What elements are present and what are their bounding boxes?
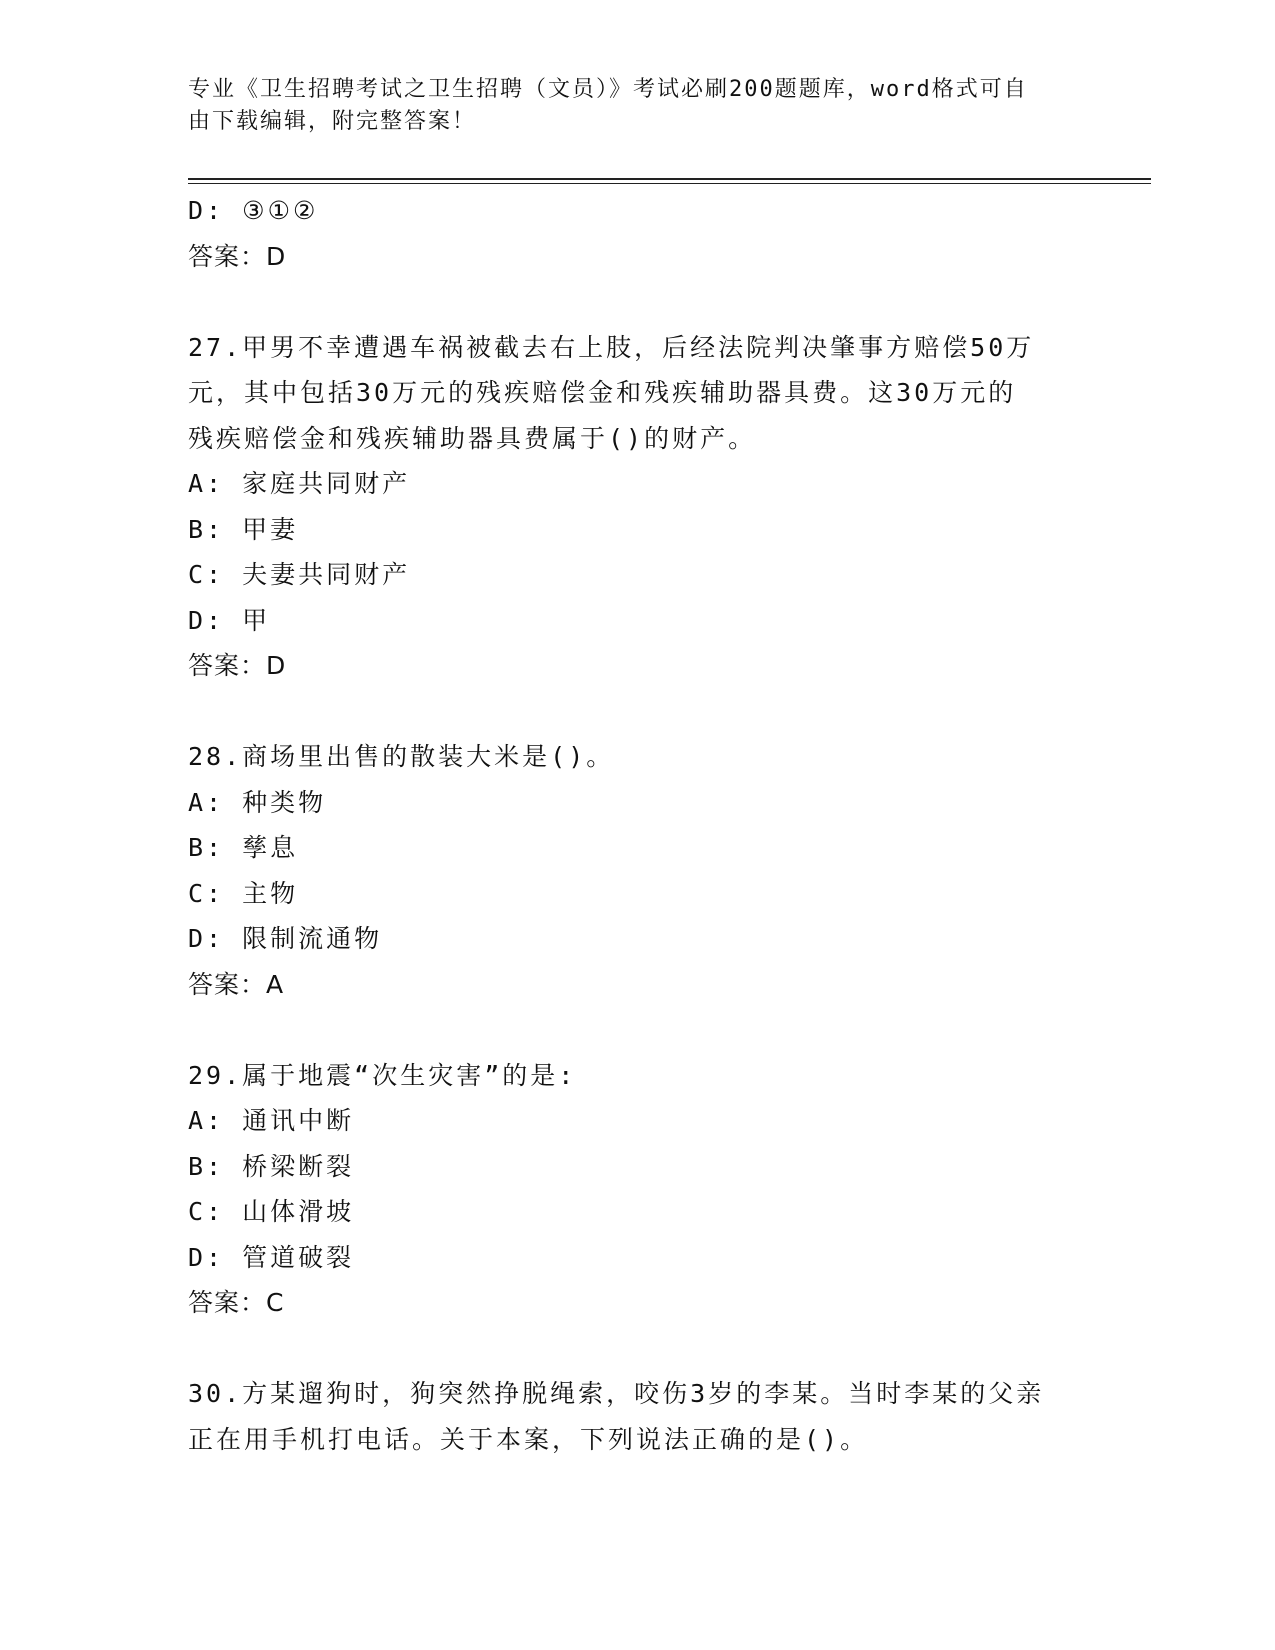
question-29 [188, 1053, 1088, 1326]
option-b: B: 孳息 [188, 833, 299, 862]
option-b: B: 甲妻 [188, 514, 299, 544]
spacer [188, 279, 1088, 325]
header-rule-thick [188, 178, 1151, 180]
spacer [188, 1007, 1088, 1053]
question-text-line: 元，其中包括30万元的残疾赔偿金和残疾辅助器具费。这30万元的 [188, 378, 1017, 407]
question-text-line: 残疾赔偿金和残疾辅助器具费属于()的财产。 [188, 423, 757, 453]
question-text-line: 正在用手机打电话。关于本案，下列说法正确的是()。 [188, 1424, 869, 1454]
spacer [188, 689, 1088, 735]
header-rule-thin [188, 183, 1151, 184]
option-d: D: ③①② [188, 196, 319, 225]
question-text-line: 27.甲男不幸遭遇车祸被截去右上肢，后经法院判决肇事方赔偿50万 [188, 332, 1035, 362]
option-d: D: 甲 [188, 605, 271, 635]
answer: 答案：A [188, 969, 285, 999]
question-text-line: 29.属于地震“次生灾害”的是: [188, 1060, 577, 1090]
question-27 [188, 325, 1088, 689]
option-d: D: 管道破裂 [188, 1242, 355, 1272]
answer: 答案：D [188, 651, 287, 680]
question-26-tail [188, 188, 1088, 279]
document-header [188, 74, 1068, 138]
question-30 [188, 1371, 1088, 1462]
header-title-line-2: 由下载编辑，附完整答案！ [188, 109, 477, 134]
spacer [188, 1326, 1088, 1372]
option-c: C: 主物 [188, 878, 299, 908]
option-a: A: 种类物 [188, 787, 327, 817]
option-a: A: 通讯中断 [188, 1106, 355, 1135]
header-title-line-1: 专业《卫生招聘考试之卫生招聘（文员）》考试必刷200题题库，word格式可自 [188, 77, 1028, 102]
answer: 答案：C [188, 1288, 285, 1317]
option-a: A: 家庭共同财产 [188, 469, 411, 498]
option-c: C: 夫妻共同财产 [188, 560, 411, 589]
question-text-line: 30.方某遛狗时，狗突然挣脱绳索，咬伤3岁的李某。当时李某的父亲 [188, 1379, 1045, 1408]
question-28 [188, 734, 1088, 1007]
question-text-line: 28.商场里出售的散装大米是()。 [188, 742, 615, 771]
option-b: B: 桥梁断裂 [188, 1151, 355, 1181]
document-body [188, 188, 1088, 1462]
option-c: C: 山体滑坡 [188, 1197, 355, 1226]
option-d: D: 限制流通物 [188, 924, 383, 953]
answer: 答案：D [188, 241, 287, 271]
